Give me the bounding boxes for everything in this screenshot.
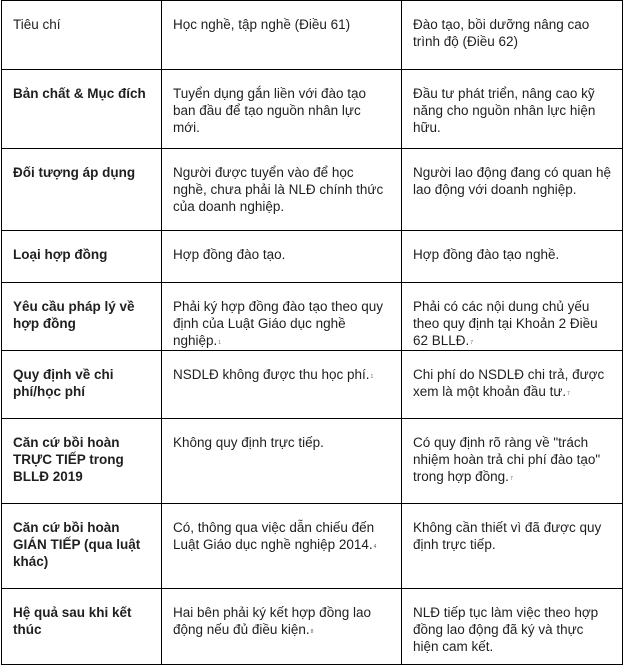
cell-text: Người lao động đang có quan hệ lao động với doanh nghiệp. bbox=[413, 165, 612, 197]
col-b-cell bbox=[402, 351, 623, 419]
cell-text: Chi phí do NSDLĐ chi trả, được xem là một khoản đầu tư. bbox=[413, 367, 605, 399]
criteria-cell: Quy định về chi phí/học phí bbox=[2, 351, 162, 419]
table-row bbox=[2, 283, 623, 351]
cell-text: Phải có các nội dung chủ yếu theo quy định tại Khoản 2 Điều 62 BLLĐ. bbox=[413, 299, 598, 348]
footnote-marker: 4 bbox=[373, 544, 377, 550]
table-row bbox=[2, 149, 623, 231]
cell-text: Hợp đồng đào tạo. bbox=[173, 247, 286, 262]
cell-text: Phải ký hợp đồng đào tạo theo quy định của Luật Giáo dục nghề nghiệp. bbox=[173, 299, 384, 348]
table-row bbox=[2, 231, 623, 283]
footnote-marker: 7 bbox=[470, 340, 474, 346]
criteria-cell: Bản chất & Mục đích bbox=[2, 70, 162, 149]
col-b-cell bbox=[402, 70, 623, 149]
col-b-cell bbox=[402, 283, 623, 351]
cell-text: Không quy định trực tiếp. bbox=[173, 435, 324, 450]
criteria-cell: Yêu cầu pháp lý về hợp đồng bbox=[2, 283, 162, 351]
cell-text: Người được tuyển vào để học nghề, chưa phải là NLĐ chính thức của doanh nghiệp. bbox=[173, 165, 384, 214]
table-row bbox=[2, 70, 623, 149]
header-col-a-cell: Học nghề, tập nghề (Điều 61) bbox=[162, 1, 402, 70]
col-b-cell bbox=[402, 419, 623, 504]
cell-text: Tuyển dụng gắn liền với đào tạo ban đầu để tạo nguồn nhân lực mới. bbox=[173, 86, 366, 135]
col-b-cell bbox=[402, 504, 623, 589]
col-b-cell bbox=[402, 231, 623, 283]
criteria-cell: Loại hợp đồng bbox=[2, 231, 162, 283]
cell-text: Có, thông qua việc dẫn chiếu đến Luật Giáo dục nghề nghiệp 2014. bbox=[173, 520, 375, 552]
footnote-marker: 8 bbox=[310, 629, 314, 635]
header-criteria-cell: Tiêu chí bbox=[2, 1, 162, 70]
footnote-marker: 1 bbox=[370, 374, 374, 380]
footnote-marker: 7 bbox=[567, 391, 570, 397]
footnote-marker: 1 bbox=[218, 340, 222, 346]
cell-text: Đầu tư phát triển, nâng cao kỹ năng cho nguồn nhân lực hiện hữu. bbox=[413, 86, 596, 135]
table-row bbox=[2, 589, 623, 665]
col-a-cell bbox=[162, 351, 402, 419]
comparison-table bbox=[1, 0, 623, 665]
col-a-cell bbox=[162, 70, 402, 149]
criteria-cell: Căn cứ bồi hoàn TRỰC TIẾP trong BLLĐ 2019 bbox=[2, 419, 162, 504]
table-row bbox=[2, 351, 623, 419]
footnote-marker: 7 bbox=[509, 476, 513, 482]
col-a-cell bbox=[162, 504, 402, 589]
cell-text: NSDLĐ không được thu học phí. bbox=[173, 367, 370, 382]
cell-text: Không cần thiết vì đã được quy định trực tiếp. bbox=[413, 520, 602, 552]
criteria-cell: Căn cứ bồi hoàn GIÁN TIẾP (qua luật khác) bbox=[2, 504, 162, 589]
col-a-cell bbox=[162, 589, 402, 665]
table-row bbox=[2, 419, 623, 504]
criteria-cell: Đối tượng áp dụng bbox=[2, 149, 162, 231]
col-a-cell bbox=[162, 149, 402, 231]
cell-text: Hai bên phải ký kết hợp đồng lao động nếu đủ điều kiện. bbox=[173, 605, 371, 637]
table-row bbox=[2, 504, 623, 589]
col-b-cell bbox=[402, 149, 623, 231]
col-a-cell bbox=[162, 283, 402, 351]
cell-text: Hợp đồng đào tạo nghề. bbox=[413, 247, 560, 262]
header-col-b-cell: Đào tạo, bồi dưỡng nâng cao trình độ (Điều 62) bbox=[402, 1, 623, 70]
col-a-cell bbox=[162, 231, 402, 283]
criteria-cell: Hệ quả sau khi kết thúc bbox=[2, 589, 162, 665]
cell-text: Có quy định rõ ràng về "trách nhiệm hoàn trả chi phí đào tạo" trong hợp đồng. bbox=[413, 435, 601, 484]
cell-text: NLĐ tiếp tục làm việc theo hợp đồng lao động đã ký và thực hiện cam kết. bbox=[413, 605, 599, 654]
col-a-cell bbox=[162, 419, 402, 504]
table-header-row bbox=[2, 1, 623, 70]
col-b-cell bbox=[402, 589, 623, 665]
